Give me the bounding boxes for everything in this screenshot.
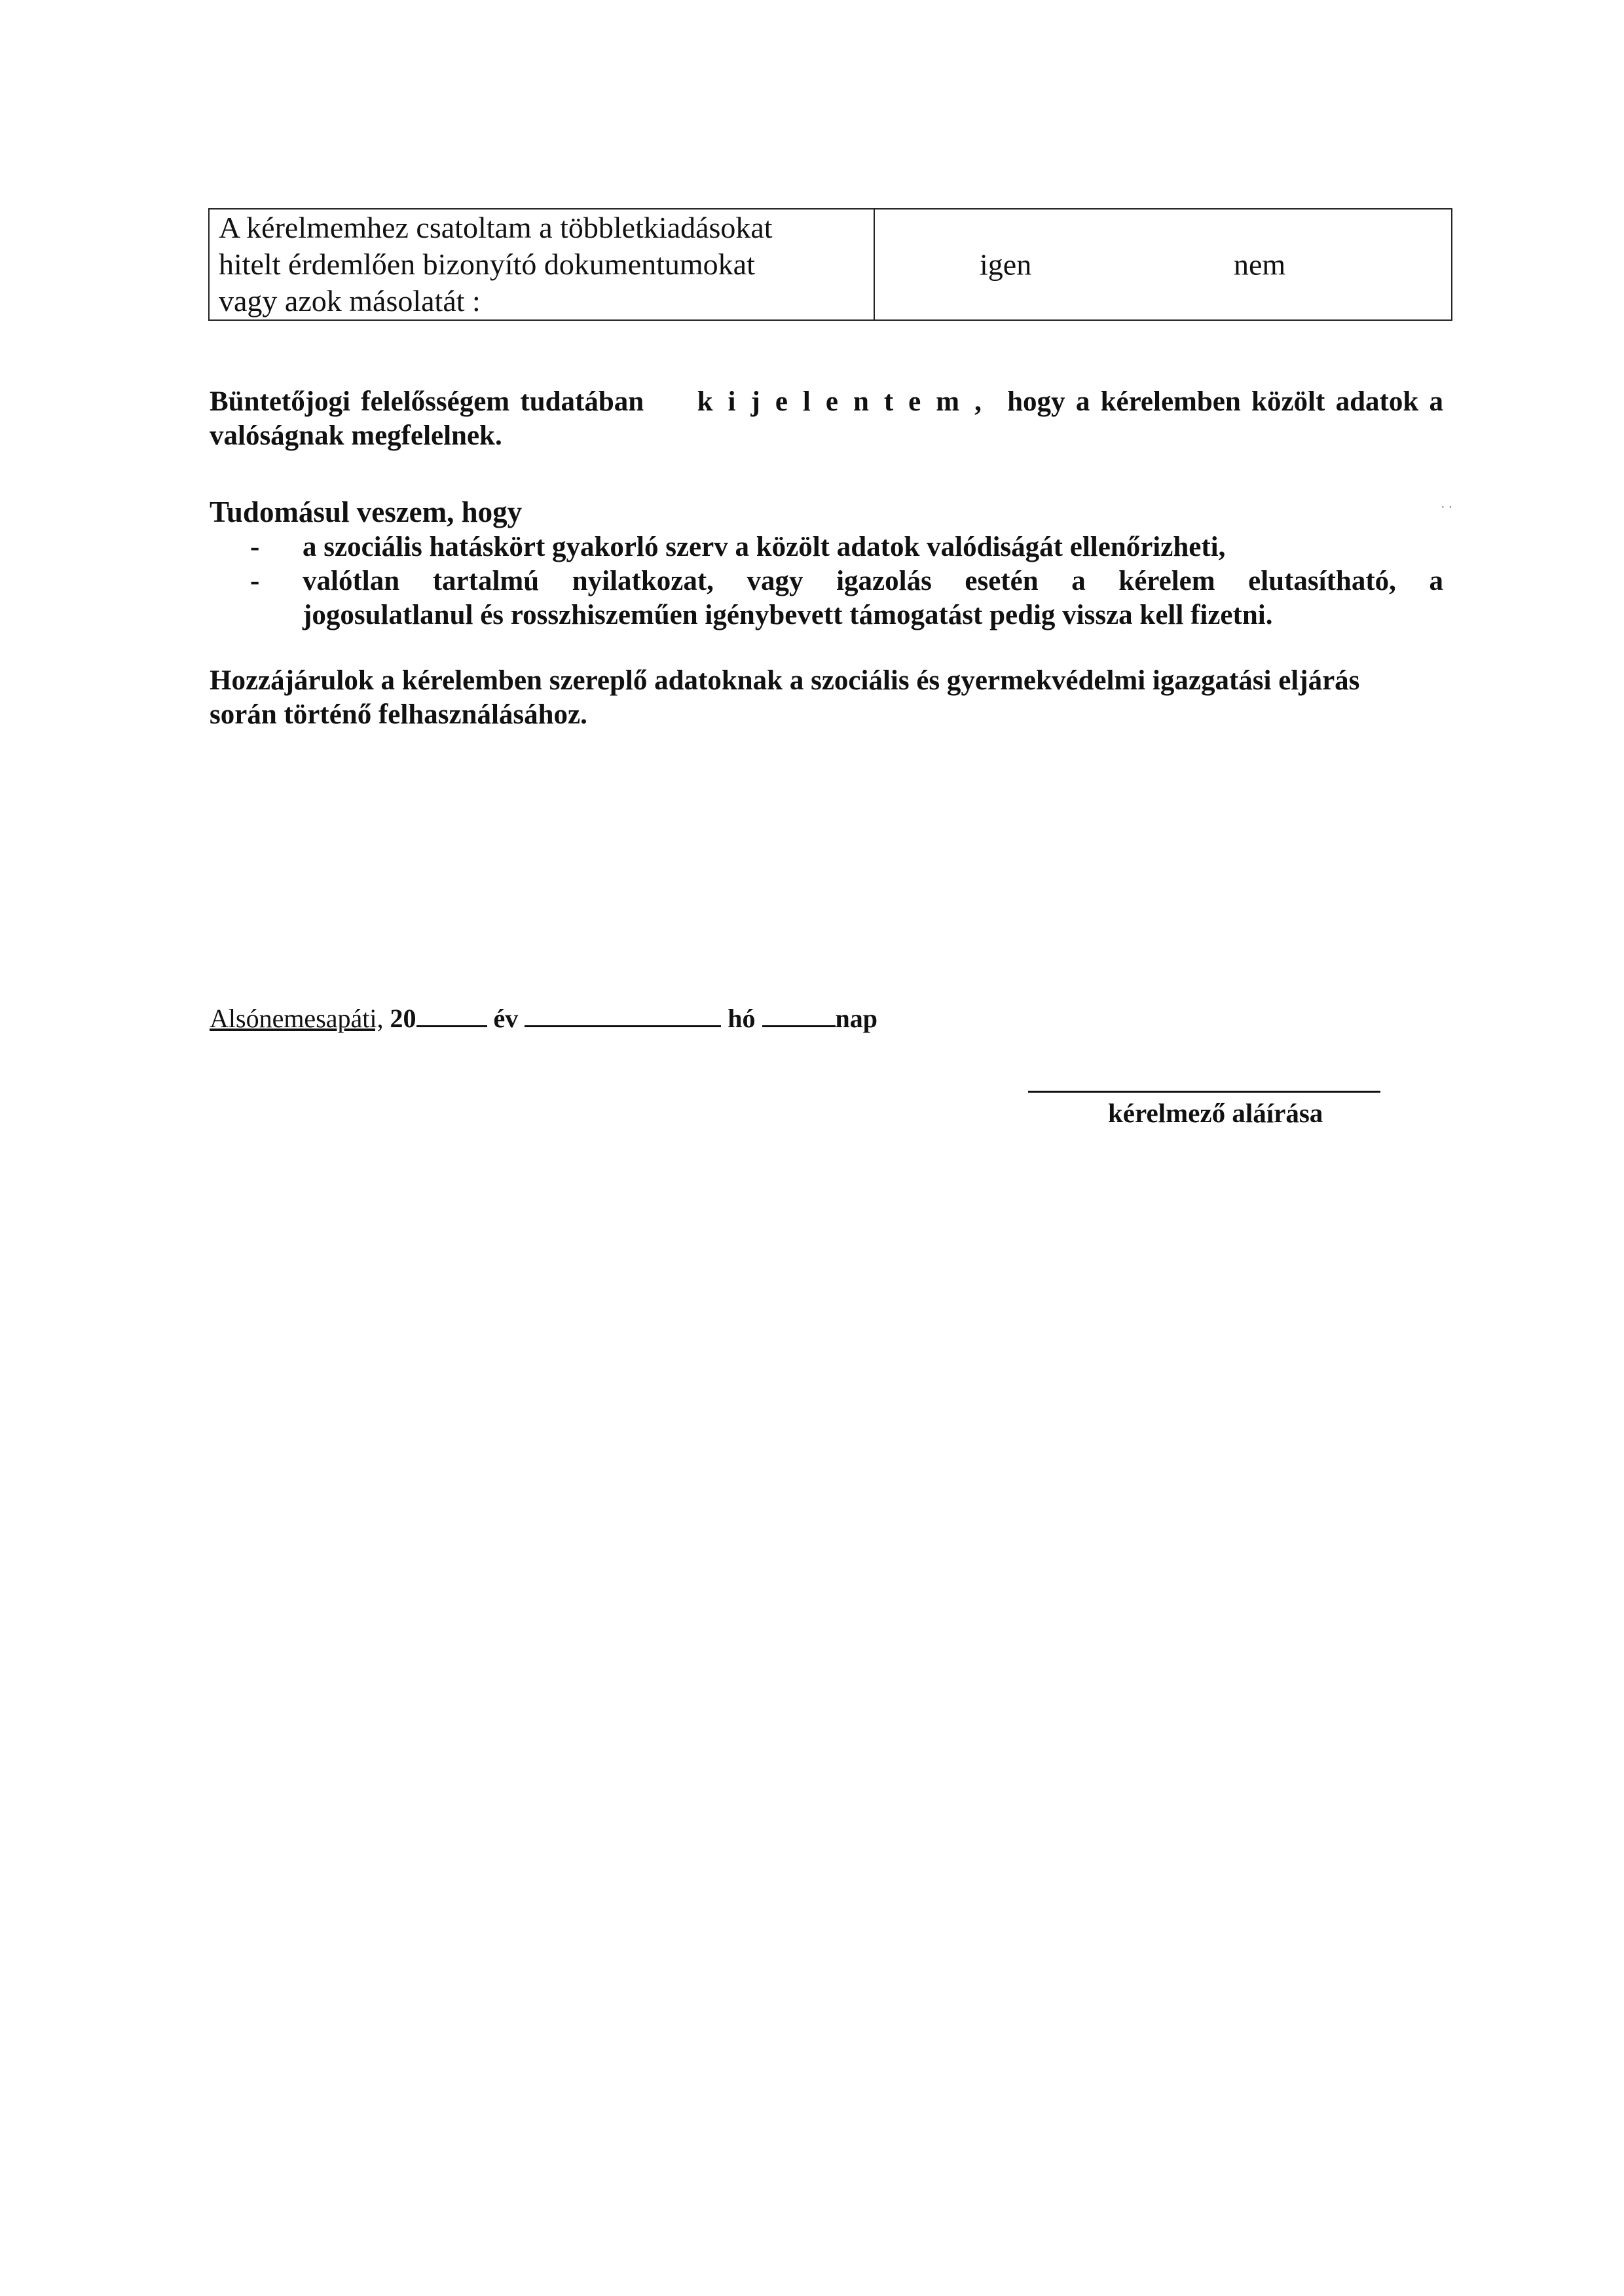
date-line — [210, 1000, 877, 1034]
declaration-line-2: valóságnak megfelelnek. — [210, 420, 502, 451]
attachment-question-line-1: A kérelmemhez csatoltam a többletkiadásokat — [219, 211, 773, 244]
declaration-line-1 — [210, 385, 1443, 419]
consent-line-2: során történő felhasználásához. — [210, 699, 587, 730]
acknowledgement-bullet-2 — [250, 564, 1443, 632]
year-blank[interactable] — [416, 1000, 487, 1027]
declaration-rest: hogy a kérelemben közölt adatok a — [1007, 386, 1444, 417]
bullet-2-line-2: jogosulatlanul és rosszhiszeműen igénybevett támogatást pedig vissza kell fizetni. — [303, 600, 1273, 630]
year-label: év — [493, 1004, 519, 1033]
bullet-2-text — [303, 564, 1443, 632]
attachment-answer-cell — [874, 209, 1452, 320]
declaration-lead: Büntetőjogi felelősségem tudatában — [210, 386, 644, 417]
signature-line[interactable] — [1028, 1091, 1380, 1093]
bullet-1-text: a szociális hatáskört gyakorló szerv a közölt adatok valódiságát ellenőrizheti, — [303, 532, 1226, 562]
consent-line-1: Hozzájárulok a kérelemben szereplő adatoknak a szociális és gyermekvédelmi igazgatási eljárás — [210, 665, 1360, 696]
scan-speck: · · — [1441, 500, 1453, 515]
bullet-dash: - — [250, 532, 260, 562]
declaration-spaced-word: kijelentem, — [697, 386, 997, 417]
place-name: Alsónemesapáti, — [210, 1004, 384, 1033]
attachment-question-line-2: hitelt érdemlően bizonyító dokumentumokat — [219, 247, 755, 281]
signature-label: kérelmező aláírása — [1108, 1098, 1323, 1128]
bullet-dash: - — [250, 566, 260, 596]
day-blank[interactable] — [762, 1000, 836, 1027]
option-yes[interactable]: igen — [980, 247, 1032, 282]
attachment-question-cell — [209, 209, 874, 320]
acknowledgement-heading: Tudomásul veszem, hogy — [210, 496, 523, 528]
month-label: hó — [728, 1004, 756, 1033]
attachment-table — [208, 208, 1452, 321]
option-no[interactable]: nem — [1234, 247, 1286, 282]
month-blank[interactable] — [525, 1000, 721, 1027]
consent-paragraph — [210, 664, 1443, 732]
bullet-2-line-1: valótlan tartalmú nyilatkozat, vagy igazolás esetén a kérelem elutasítható, a — [303, 566, 1443, 596]
year-prefix: 20 — [390, 1004, 416, 1033]
day-label: nap — [835, 1004, 878, 1033]
attachment-question-line-3: vagy azok másolatát : — [219, 284, 481, 318]
declaration-paragraph — [210, 385, 1443, 453]
